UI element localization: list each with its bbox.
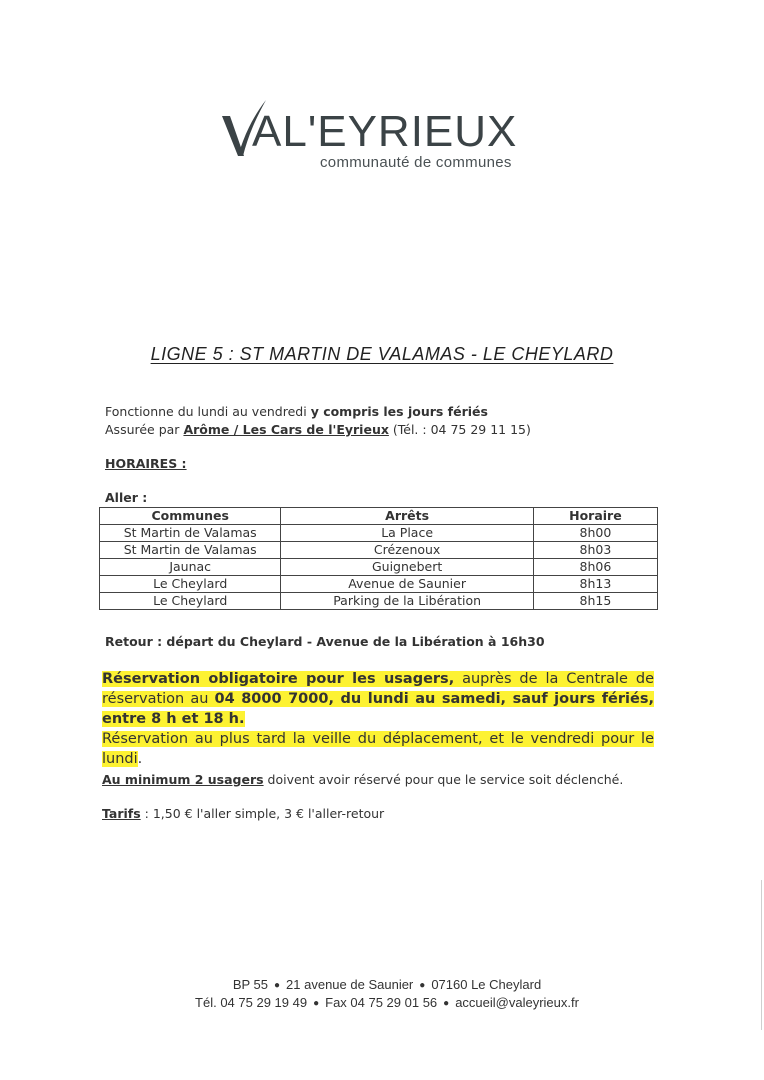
cell-arret: Parking de la Libération <box>281 593 533 610</box>
bullet-icon: ● <box>313 998 320 1010</box>
cell-horaire: 8h06 <box>533 559 657 576</box>
document-title-text: LIGNE 5 : ST MARTIN DE VALAMAS - LE CHEYLARD <box>150 344 614 364</box>
table-row <box>100 525 658 542</box>
cell-horaire: 8h03 <box>533 542 657 559</box>
footer-city: 07160 Le Cheylard <box>431 977 542 992</box>
bullet-icon: ● <box>443 998 450 1010</box>
logo-subtitle: communauté de communes <box>320 154 512 171</box>
holidays-included: y compris les jours fériés <box>310 404 488 419</box>
operator-name: Arôme / Les Cars de l'Eyrieux <box>183 422 389 437</box>
footer-fax: Fax 04 75 29 01 56 <box>325 995 438 1010</box>
return-info: Retour : départ du Cheylard - Avenue de la Libération à 16h30 <box>105 634 545 649</box>
reservation-notice: Réservation obligatoire pour les usagers, auprès de la Centrale de réservation au 04 8000 7000, du lundi au samedi, sauf jours fériés, entre 8 h et 18 h. Réservation au plus tard la veille du déplacement, et le vendredi pour le lundi. <box>102 671 655 767</box>
operator-phone: (Tél. : 04 75 29 11 15) <box>388 422 531 437</box>
cell-commune: Le Cheylard <box>100 576 281 593</box>
reservation-phone-hours: 04 8000 7000, du lundi au samedi, sauf jours fériés, entre 8 h et 18 h. <box>102 691 654 727</box>
table-row <box>100 576 658 593</box>
document-title <box>0 344 764 365</box>
table-row <box>100 593 658 610</box>
bullet-icon: ● <box>274 980 281 992</box>
cell-commune: Jaunac <box>100 559 281 576</box>
table-row <box>100 559 658 576</box>
cell-commune: St Martin de Valamas <box>100 542 281 559</box>
logo-v <box>218 108 252 148</box>
aller-label: Aller : <box>105 490 148 505</box>
minimum-users-label: Au minimum 2 usagers <box>102 772 264 787</box>
reservation-required: Réservation obligatoire pour les usagers, <box>102 671 455 687</box>
cell-commune: St Martin de Valamas <box>100 525 281 542</box>
operating-days-text: Fonctionne du lundi au vendredi <box>105 404 311 419</box>
fares-text: : 1,50 € l'aller simple, 3 € l'aller-retour <box>140 806 385 821</box>
scan-edge-line <box>761 880 762 1030</box>
cell-arret: Avenue de Saunier <box>281 576 533 593</box>
reservation-centre: auprès de la Centrale de réservation au <box>102 671 655 707</box>
header-arrets: Arrêts <box>281 508 533 525</box>
footer-po-box: BP 55 <box>232 977 268 992</box>
logo-wordmark-text: AL'EYRIEUX <box>252 107 518 156</box>
header-communes: Communes <box>100 508 281 525</box>
horaires-label: HORAIRES : <box>105 456 187 471</box>
bullet-icon: ● <box>419 980 426 992</box>
header-horaire: Horaire <box>533 508 657 525</box>
operating-days <box>105 404 488 419</box>
cell-horaire: 8h15 <box>533 593 657 610</box>
cell-arret: La Place <box>281 525 533 542</box>
fares <box>102 806 384 821</box>
cell-commune: Le Cheylard <box>100 593 281 610</box>
table-header-row <box>100 508 658 525</box>
fares-label: Tarifs <box>102 806 141 821</box>
operator-info <box>105 422 531 437</box>
valeyrieux-logo <box>218 98 558 178</box>
footer-street: 21 avenue de Saunier <box>286 977 414 992</box>
reservation-highlight <box>102 671 654 727</box>
schedule-table <box>99 507 658 610</box>
footer-address <box>0 977 764 992</box>
cell-arret: Crézenoux <box>281 542 533 559</box>
minimum-users <box>102 772 623 787</box>
cell-arret: Guignebert <box>281 559 533 576</box>
horaires-heading <box>105 456 187 471</box>
footer-phone: Tél. 04 75 29 19 49 <box>195 995 308 1010</box>
logo-wordmark <box>218 108 517 156</box>
cell-horaire: 8h00 <box>533 525 657 542</box>
operator-prefix: Assurée par <box>105 422 184 437</box>
table-row <box>100 542 658 559</box>
footer-email[interactable]: accueil@valeyrieux.fr <box>455 995 579 1010</box>
aller-heading <box>105 490 147 505</box>
cell-horaire: 8h13 <box>533 576 657 593</box>
footer-contact <box>0 995 764 1010</box>
minimum-users-text: doivent avoir réservé pour que le service soit déclenché. <box>263 772 624 787</box>
reservation-deadline: Réservation au plus tard la veille du déplacement, et le vendredi pour le lundi <box>102 731 654 767</box>
